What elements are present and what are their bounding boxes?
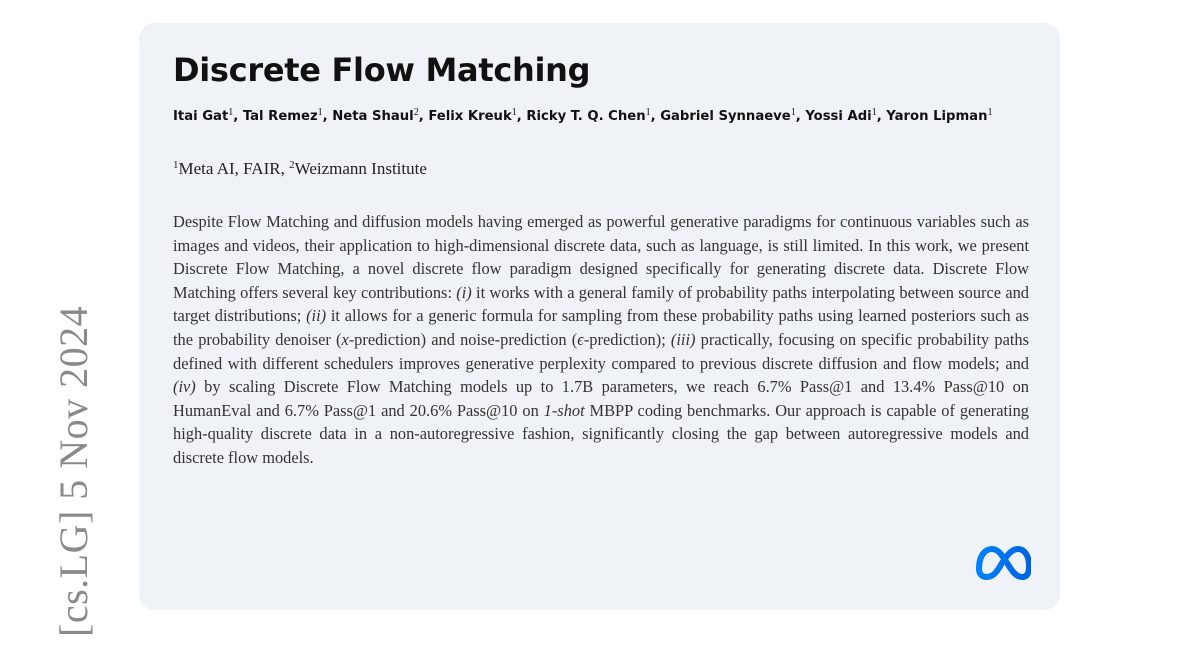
abstract: Despite Flow Matching and diffusion models having emerged as powerful generative paradigms for continuous variables such as images and videos, their application to high-dimensional discrete data, such as language, is still limited. In this work, we present Discrete Flow Matching, a novel discrete flow paradigm designed specifically for generating discrete data. Discrete Flow Matching offers several key contributions: (i) it works with a general family of probability paths interpolating between source and target distributions; (ii) it allows for a generic formula for sampling from these probability paths using learned posteriors such as the probability denoiser (x-prediction) and noise-prediction (ϵ-prediction); (iii) practically, focusing on specific probability paths defined with different schedulers improves generative perplexity compared to previous discrete diffusion and flow models; and (iv) by scaling Discrete Flow Matching models up to 1.7B parameters, we reach 6.7% Pass@1 and 13.4% Pass@10 on HumanEval and 6.7% Pass@1 and 20.6% Pass@10 on 1-shot MBPP coding benchmarks. Our approach is capable of generating high-quality discrete data in a non-autoregressive fashion, significantly closing the gap between autoregressive models and discrete flow models. [173,212,1030,467]
meta-logo-icon [973,543,1031,583]
author-name: Itai Gat$^1$, [173,107,239,124]
author-list [173,105,1003,128]
meta-logo-path [979,549,1029,577]
arxiv-side-stamp: [cs.LG] 5 Nov 2024 [51,305,96,637]
author-name: Felix Kreuk$^1$, [428,107,522,124]
author-name: Yossi Adi$^1$, [805,107,882,124]
author-affiliation-marker: 1 [228,107,234,118]
author-affiliation-marker: 1 [871,107,877,118]
author-affiliation-marker: 1 [987,107,993,118]
author-affiliation-marker: 2 [413,107,419,118]
author-name: Yaron Lipman$^1$ [886,107,993,124]
paper-title: Discrete Flow Matching [173,51,591,89]
author-affiliation-marker: 1 [317,107,323,118]
paper-header-card [139,23,1060,610]
author-name: Gabriel Synnaeve$^1$, [660,107,801,124]
affiliation: $^1$Meta AI, FAIR [173,159,281,178]
author-name: Tal Remez$^1$, [242,107,328,124]
author-affiliation-marker: 1 [790,107,796,118]
affiliation: $^2$Weizmann Institute [289,159,427,178]
author-name: Ricky T. Q. Chen$^1$, [526,107,656,124]
author-affiliation-marker: 1 [645,107,651,118]
author-name: Neta Shaul$^2$, [332,107,424,124]
author-affiliation-marker: 1 [511,107,517,118]
affiliation-list: $^1$Meta AI, FAIR, $^2$Weizmann Institute [173,159,427,178]
